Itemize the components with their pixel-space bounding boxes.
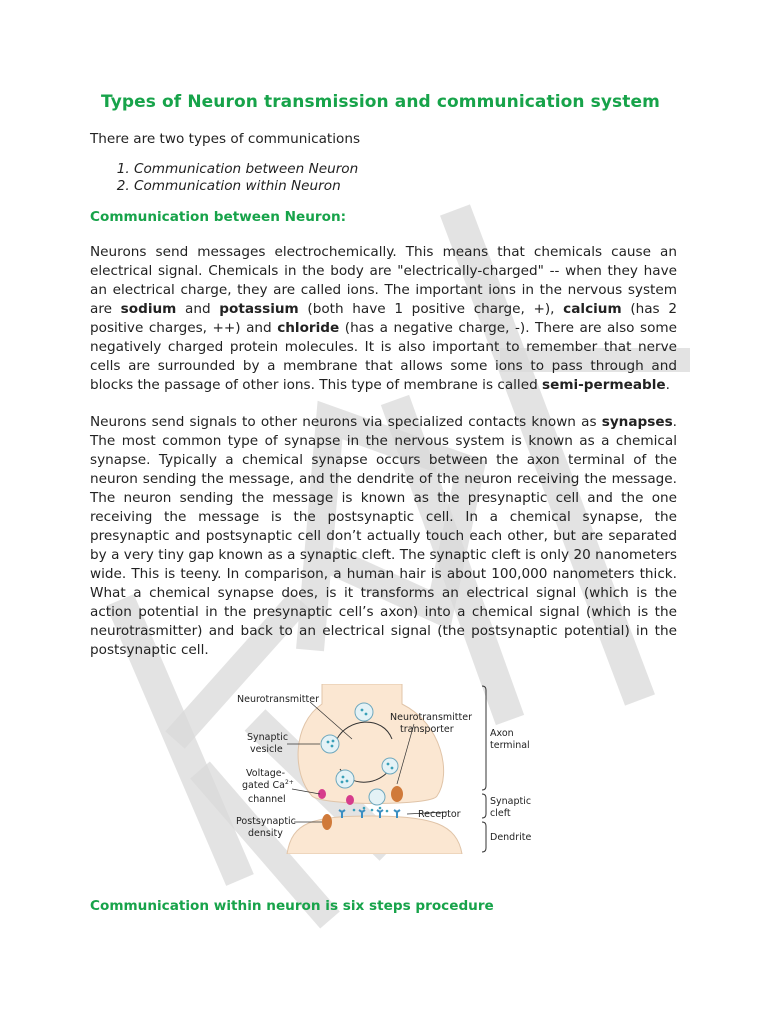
label-receptor: Receptor bbox=[418, 809, 461, 820]
page-title: Types of Neuron transmission and communication system bbox=[101, 92, 660, 112]
label-transporter: Neurotransmitter bbox=[390, 712, 472, 723]
label-voltage-gated: gated $Ca^{2+}$ bbox=[242, 779, 294, 791]
label-voltage-gated: Voltage- bbox=[246, 768, 286, 779]
section-heading-within-neuron: Communication within neuron is six steps procedure bbox=[90, 898, 494, 914]
synapse-diagram bbox=[232, 684, 540, 854]
section-heading-between-neuron: Communication between Neuron: bbox=[90, 209, 347, 225]
paragraph-synapses: Neurons send signals to other neurons via specialized contacts known as synapses. The most common type of synapse in the nervous system is known as a chemical synapse. Typically a chemical synapse occurs between the axon terminal of the neuron sending the message, and the dendrite of the neuron receiving the message. The neuron sending the message is known as the presynaptic cell and the one receiving the message is the postsynaptic cell. In a chemical synapse, the presynaptic and postsynaptic cell don’t actually touch each other, but are separated by a very tiny gap known as a synaptic cleft. The synaptic cleft is only 20 nanometers wide. This is teeny. In comparison, a human hair is about 100,000 nanometers thick. What a chemical synapse does, is it transforms an electrical signal (which is the action potential in the presynaptic cell’s axon) into a chemical signal (which is the neurotrasmitter) and back to an electrical signal (the postsynaptic potential) in the postsynaptic cell. bbox=[90, 414, 677, 658]
paragraph-electrochemical: Neurons send messages electrochemically. This means that chemicals cause an electrical signal. Chemicals in the body are "electrically-charged" -- when they have an electrical charge, they are called ions. The important ions in the nervous system are sodium and potassium (both have 1 positive charge, +), calcium (has 2 positive charges, ++) and chloride (has a negative charge, -). There are also some negatively charged protein molecules. It is also important to remember that nerve cells are surrounded by a membrane that allows some ions to pass through and blocks the passage of other ions. This type of membrane is called semi-permeable. bbox=[90, 244, 677, 393]
list-item: 1. Communication between Neuron bbox=[134, 161, 677, 178]
label-axon-terminal: terminal bbox=[490, 740, 530, 751]
communication-types-list bbox=[90, 161, 677, 195]
label-neurotransmitter: Neurotransmitter bbox=[237, 694, 319, 705]
label-axon-terminal: Axon bbox=[490, 728, 514, 739]
label-postsynaptic-density: Postsynaptic bbox=[236, 816, 296, 827]
label-synaptic-vesicle: Synaptic bbox=[247, 732, 289, 743]
label-dendrite: Dendrite bbox=[490, 832, 532, 843]
label-synaptic-cleft: cleft bbox=[490, 808, 511, 819]
intro-text: There are two types of communications bbox=[90, 131, 361, 147]
document-body bbox=[90, 92, 677, 660]
list-item: 2. Communication within Neuron bbox=[134, 178, 677, 195]
label-synaptic-vesicle: vesicle bbox=[250, 744, 283, 755]
label-postsynaptic-density: density bbox=[248, 828, 283, 839]
label-voltage-gated: channel bbox=[248, 794, 286, 805]
label-synaptic-cleft: Synaptic bbox=[490, 796, 532, 807]
label-transporter: transporter bbox=[400, 724, 454, 735]
